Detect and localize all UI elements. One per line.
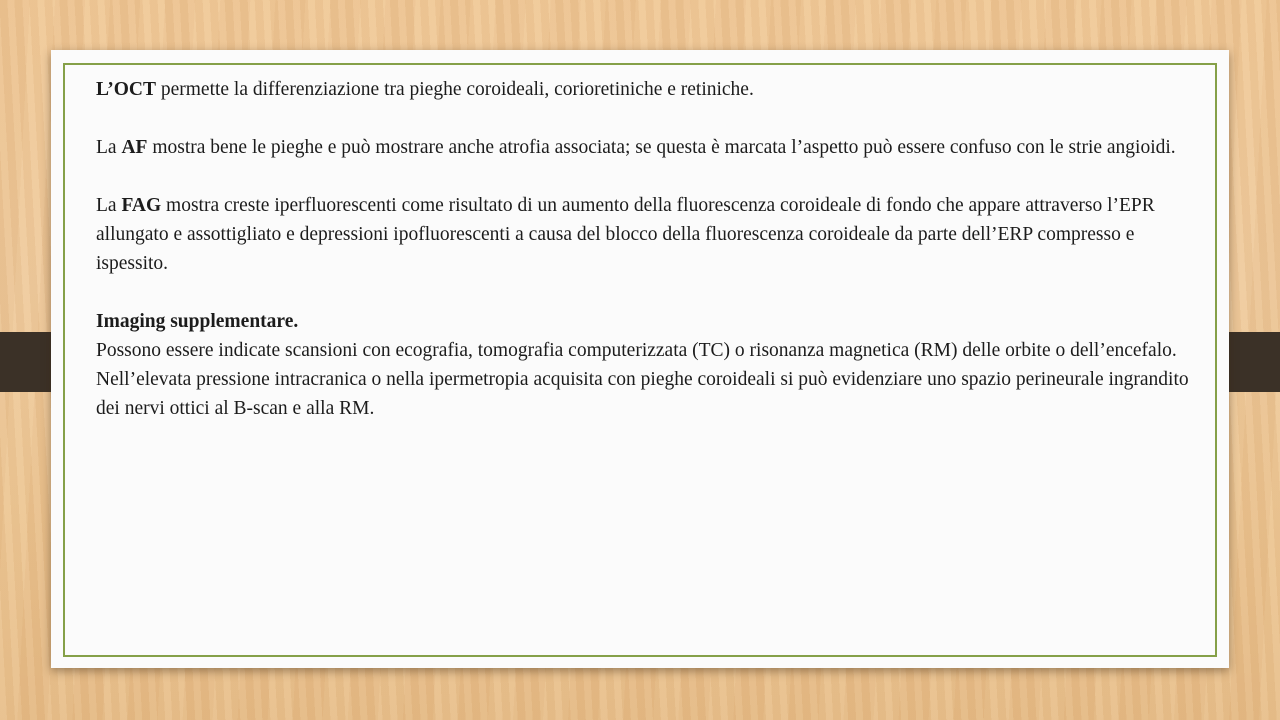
slide-content xyxy=(96,75,1196,423)
paragraph-fag-prefix: La xyxy=(96,195,122,216)
paragraph-oct xyxy=(96,75,1196,104)
heading-imaging: Imaging supplementare. xyxy=(96,311,299,332)
paragraph-oct-text: permette la differenziazione tra pieghe coroideali, corioretiniche e retiniche. xyxy=(155,79,754,100)
paragraph-scans: Possono essere indicate scansioni con ecografia, tomografia computerizzata (TC) o risonanza magnetica (RM) delle orbite o dell’encefalo. xyxy=(96,340,1177,361)
paragraph-pressure: Nell’elevata pressione intracranica o nella ipermetropia acquisita con pieghe coroideali si può evidenziare uno spazio perineurale ingrandito dei nervi ottici al B-scan e alla RM. xyxy=(96,369,1189,419)
paragraph-fag xyxy=(96,191,1196,278)
paragraph-af xyxy=(96,133,1196,162)
slide xyxy=(51,50,1229,668)
term-fag: FAG xyxy=(121,195,162,216)
paragraph-fag-text: mostra creste iperfluorescenti come risultato di un aumento della fluorescenza coroideale di fondo che appare attraverso l’EPR allungato e assottigliato e depressioni ipofluorescenti a causa del blocco della fluorescenza coroideale da parte dell’ERP compresso e ispessito. xyxy=(96,195,1155,274)
section-heading xyxy=(96,307,1196,336)
spacer xyxy=(96,278,1196,307)
term-af: AF xyxy=(121,137,148,158)
paragraph-af-text: mostra bene le pieghe e può mostrare anche atrofia associata; se questa è marcata l’aspetto può essere confuso con le strie angioidi. xyxy=(147,137,1176,158)
spacer xyxy=(96,162,1196,191)
term-oct: L’OCT xyxy=(96,79,156,100)
paragraph-af-prefix: La xyxy=(96,137,122,158)
spacer xyxy=(96,104,1196,133)
